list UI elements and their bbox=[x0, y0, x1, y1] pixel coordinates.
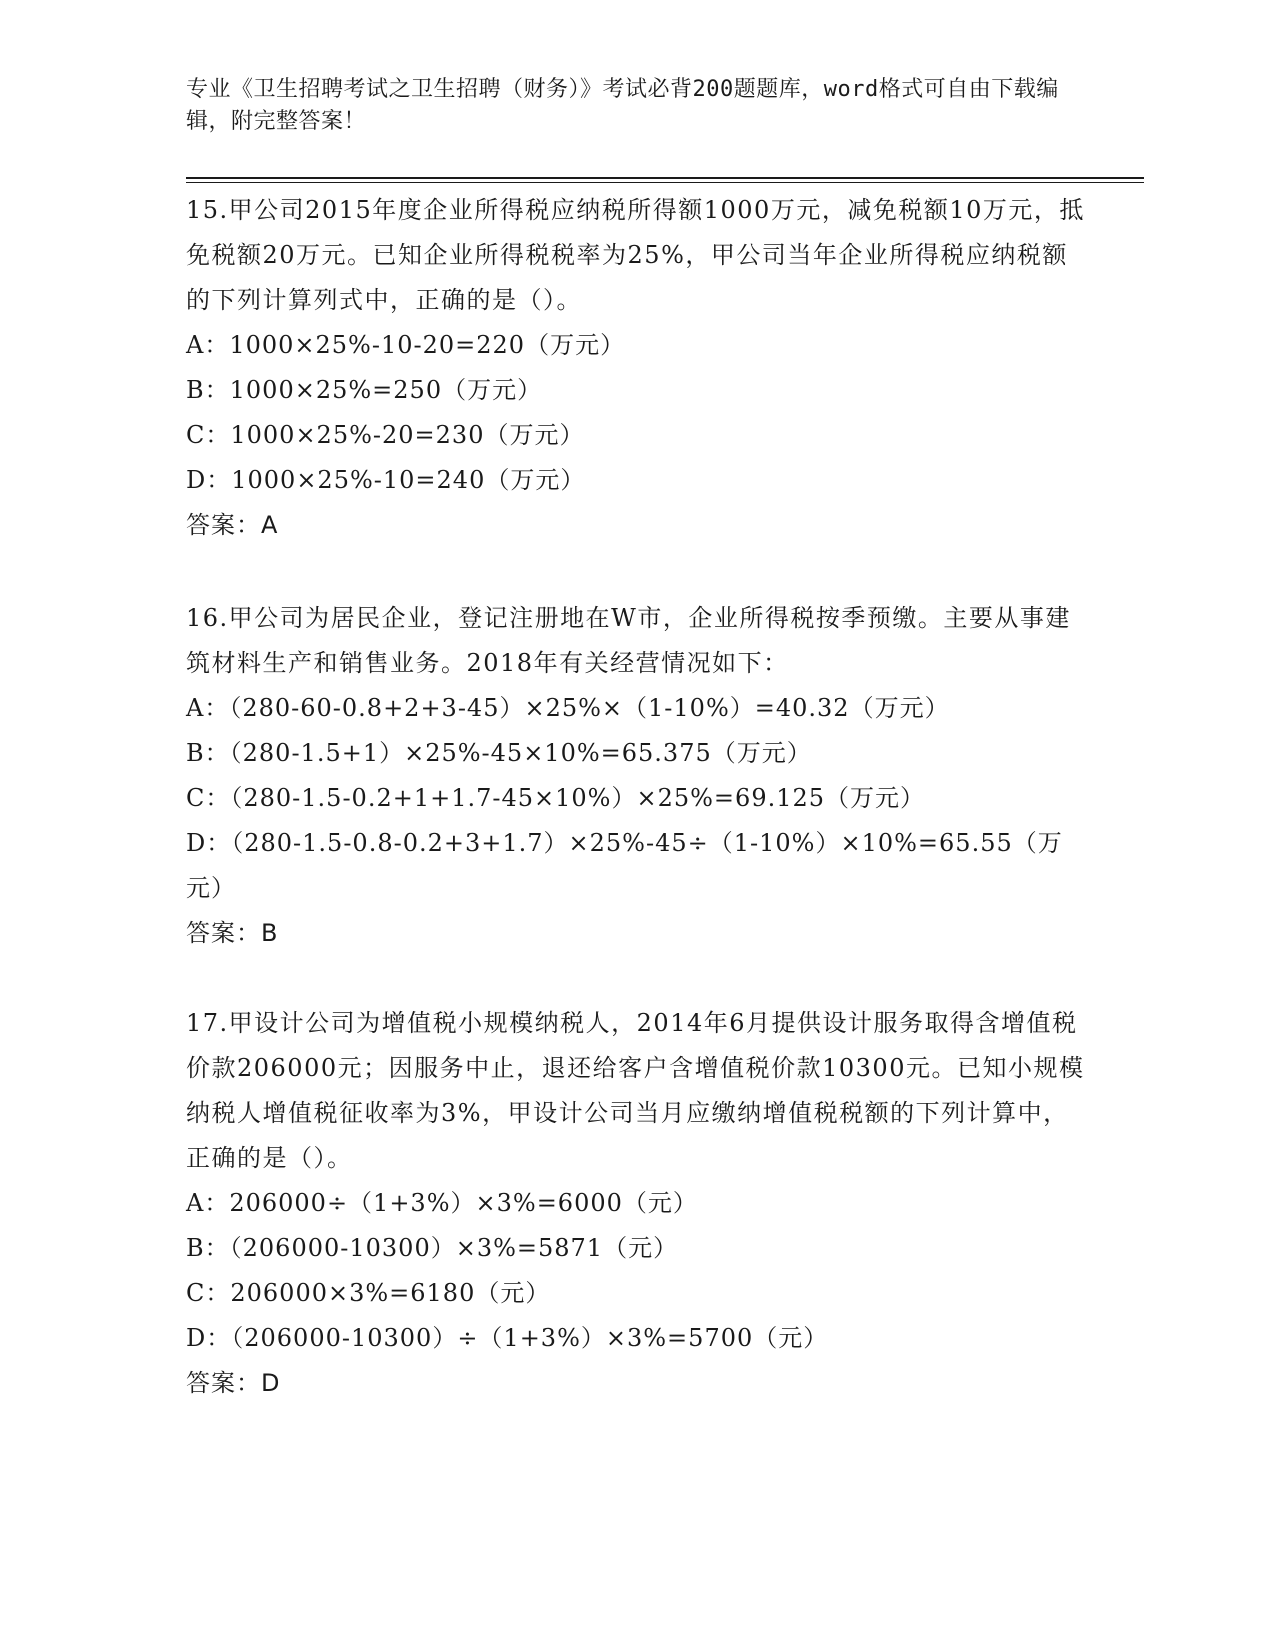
option-c: C：（280-1.5-0.2+1+1.7-45×10%）×25%=69.125（万元） bbox=[186, 784, 926, 812]
question-text: 16.甲公司为居民企业，登记注册地在W市，企业所得税按季预缴。主要从事建筑材料生产和销售业务。2018年有关经营情况如下： bbox=[186, 604, 1071, 677]
option-a: A：（280-60-0.8+2+3-45）×25%×（1-10%）=40.32（万元） bbox=[186, 694, 950, 722]
question-15 bbox=[186, 188, 1086, 548]
option-b: B：1000×25%=250（万元） bbox=[186, 376, 543, 404]
option-a: A：1000×25%-10-20=220（万元） bbox=[186, 331, 626, 359]
option-d: D：（206000-10300）÷（1+3%）×3%=5700（元） bbox=[186, 1324, 829, 1352]
header-divider-thick bbox=[186, 177, 1144, 179]
question-17 bbox=[186, 1001, 1086, 1406]
answer: 答案：B bbox=[186, 919, 279, 947]
option-b: B：（280-1.5+1）×25%-45×10%=65.375（万元） bbox=[186, 739, 812, 767]
question-text: 15.甲公司2015年度企业所得税应纳税所得额1000万元，减免税额10万元，抵免税额20万元。已知企业所得税税率为25%，甲公司当年企业所得税应纳税额的下列计算列式中，正确的是（）。 bbox=[186, 196, 1085, 314]
option-a: A：206000÷（1+3%）×3%=6000（元） bbox=[186, 1189, 698, 1217]
option-d: D：1000×25%-10=240（万元） bbox=[186, 466, 586, 494]
option-c: C：206000×3%=6180（元） bbox=[186, 1279, 551, 1307]
option-c: C：1000×25%-20=230（万元） bbox=[186, 421, 585, 449]
option-d: D：（280-1.5-0.8-0.2+3+1.7）×25%-45÷（1-10%）×10%=65.55（万元） bbox=[186, 829, 1063, 902]
question-16 bbox=[186, 596, 1086, 956]
header-divider-thin bbox=[186, 182, 1144, 183]
option-b: B：（206000-10300）×3%=5871（元） bbox=[186, 1234, 679, 1262]
answer: 答案：A bbox=[186, 511, 279, 539]
question-text: 17.甲设计公司为增值税小规模纳税人，2014年6月提供设计服务取得含增值税价款206000元；因服务中止，退还给客户含增值税价款10300元。已知小规模纳税人增值税征收率为3%，甲设计公司当月应缴纳增值税税额的下列计算中，正确的是（）。 bbox=[186, 1009, 1085, 1172]
answer: 答案：D bbox=[186, 1369, 281, 1397]
document-header: 专业《卫生招聘考试之卫生招聘（财务）》考试必背200题题库，word格式可自由下载编辑，附完整答案！ bbox=[186, 77, 1059, 134]
